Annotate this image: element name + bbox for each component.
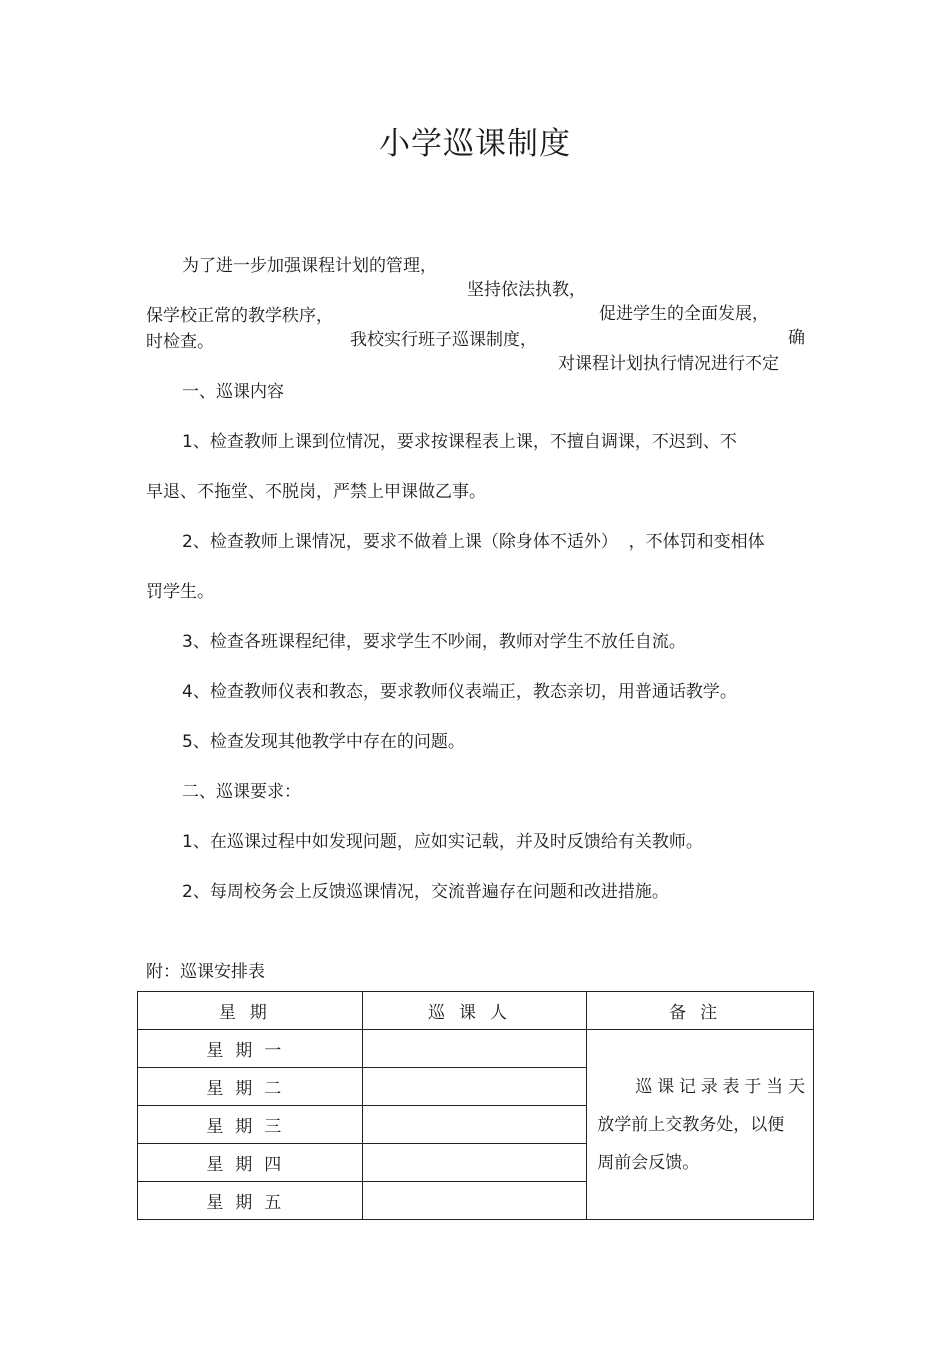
section1-item1-line2: 早退、不拖堂、不脱岗，严禁上甲课做乙事。 bbox=[146, 482, 486, 502]
inspector-cell bbox=[362, 1106, 587, 1144]
remarks-line-1: 巡课记录表于当天 bbox=[635, 1076, 805, 1097]
section2-item2: 2、每周校务会上反馈巡课情况，交流普遍存在问题和改进措施。 bbox=[182, 882, 669, 902]
section2-item1: 1、在巡课过程中如发现问题，应如实记载，并及时反馈给有关教师。 bbox=[182, 832, 703, 852]
weekday-cell: 星期一 bbox=[138, 1030, 363, 1068]
weekday-cell: 星期四 bbox=[138, 1144, 363, 1182]
table-header-row bbox=[138, 992, 814, 1030]
intro-part-6: 我校实行班子巡课制度， bbox=[350, 330, 537, 350]
intro-part-2: 坚持依法执教， bbox=[467, 280, 586, 300]
inspector-cell bbox=[362, 1068, 587, 1106]
section1-heading: 一、巡课内容 bbox=[182, 382, 284, 402]
header-inspector: 巡课人 bbox=[362, 992, 587, 1030]
section1-item3: 3、检查各班课程纪律，要求学生不吵闹，教师对学生不放任自流。 bbox=[182, 632, 686, 652]
section1-item1-line1: 1、检查教师上课到位情况，要求按课程表上课，不擅自调课，不迟到、不 bbox=[182, 432, 737, 452]
intro-line-3: 时检查。 bbox=[146, 332, 214, 352]
section1-item2-line1: 2、检查教师上课情况，要求不做着上课（除身体不适外） ，不体罚和变相体 bbox=[182, 532, 765, 552]
header-remarks: 备注 bbox=[587, 992, 814, 1030]
intro-part-1: 为了进一步加强课程计划的管理， bbox=[182, 256, 437, 276]
intro-part-5: 保学校正常的教学秩序， bbox=[146, 306, 333, 326]
page-title: 小学巡课制度 bbox=[379, 126, 571, 162]
weekday-cell: 星期三 bbox=[138, 1106, 363, 1144]
section1-item4: 4、检查教师仪表和教态，要求教师仪表端正，教态亲切，用普通话教学。 bbox=[182, 682, 737, 702]
header-weekday: 星期 bbox=[138, 992, 363, 1030]
intro-line-2 bbox=[146, 280, 791, 376]
table-row bbox=[138, 1030, 814, 1068]
section2-heading: 二、巡课要求： bbox=[182, 782, 301, 802]
section1-item5: 5、检查发现其他教学中存在的问题。 bbox=[182, 732, 465, 752]
section1-item2-line2: 罚学生。 bbox=[146, 582, 214, 602]
inspector-cell bbox=[362, 1144, 587, 1182]
weekday-cell: 星期五 bbox=[138, 1182, 363, 1220]
remarks-line-3: 周前会反馈。 bbox=[597, 1152, 700, 1173]
intro-part-4: 确 bbox=[788, 328, 805, 348]
remarks-line-2: 放学前上交教务处，以便 bbox=[597, 1114, 785, 1135]
inspector-cell bbox=[362, 1030, 587, 1068]
schedule-table bbox=[137, 991, 814, 1220]
intro-part-7: 对课程计划执行情况进行不定 bbox=[558, 354, 779, 374]
weekday-cell: 星期二 bbox=[138, 1068, 363, 1106]
intro-part-3: 促进学生的全面发展， bbox=[599, 304, 769, 324]
inspector-cell bbox=[362, 1182, 587, 1220]
remarks-cell bbox=[587, 1030, 814, 1220]
appendix-caption: 附：巡课安排表 bbox=[146, 962, 265, 982]
